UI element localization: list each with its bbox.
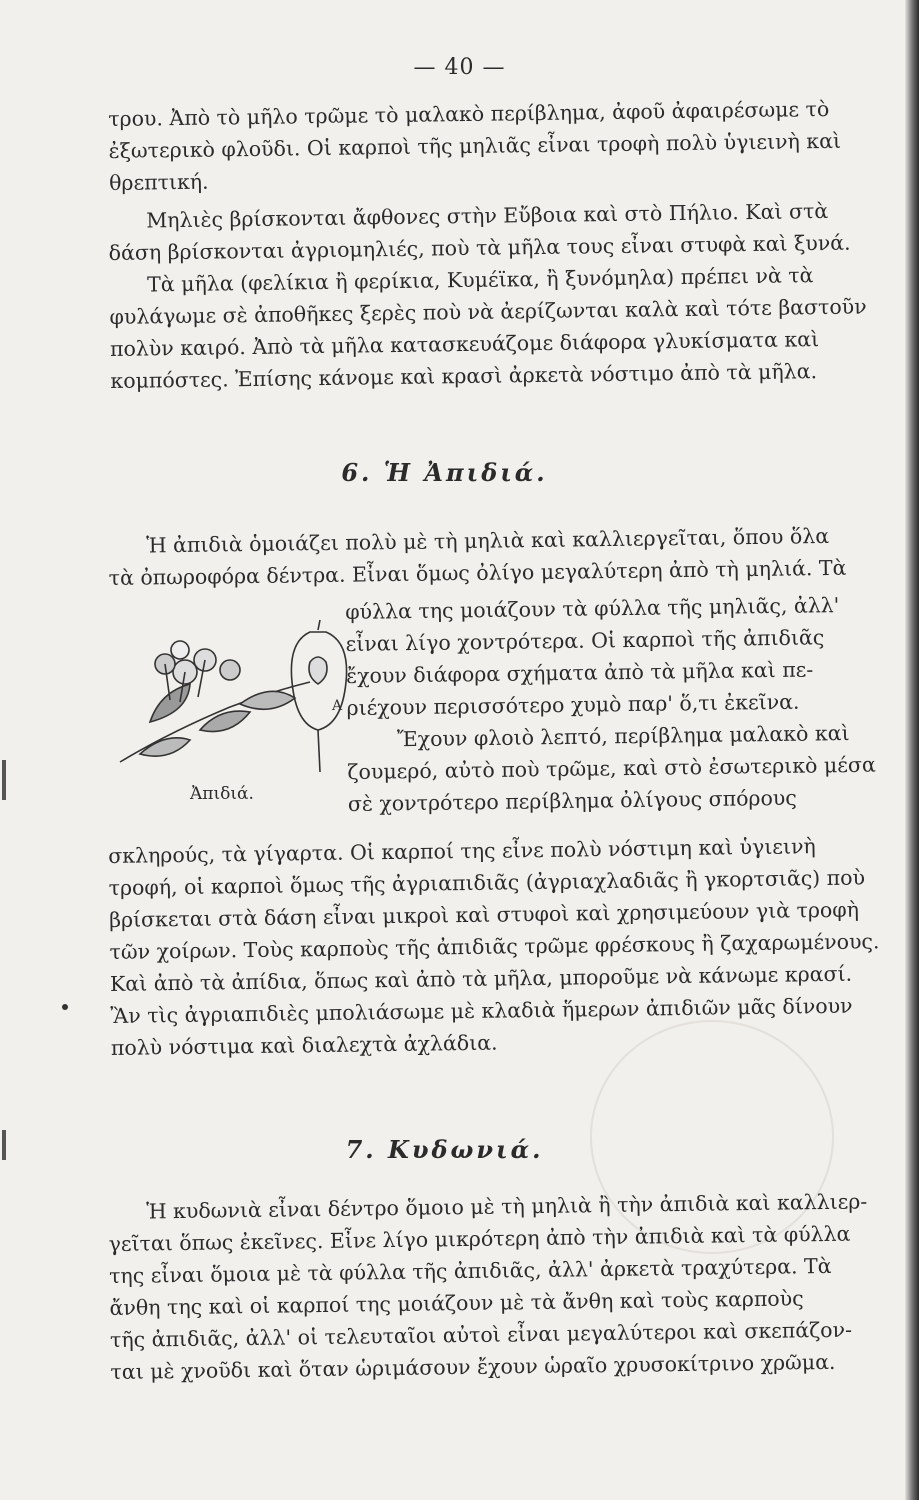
text-line: Μηλιὲς βρίσκονται ἄφθονες στὴν Εὔβοια καὶ στὸ Πήλιο. Καὶ στὰ <box>146 198 829 233</box>
text-line: κομπόστες. Ἐπίσης κάνομε καὶ κρασὶ ἀρκετὰ νόστιμο ἀπὸ τὰ μῆλα. <box>110 359 818 393</box>
text-line: δάση βρίσκονται ἀγριομηλιές, ποὺ τὰ μῆλα τους εἶναι στυφὰ καὶ ξυνά. <box>108 230 851 265</box>
paragraph-pear-intro <box>108 519 899 594</box>
text-line: τῆς ἀπιδιᾶς, ἀλλ' οἱ τελευταῖοι αὐτοὶ εἶναι μεγαλύτεροι καὶ σκεπάζον- <box>109 1317 853 1352</box>
paragraph-pear-wrap <box>345 588 903 820</box>
figure-caption: Ἀπιδιά. <box>190 784 254 804</box>
text-line: σὲ χοντρότερο περίβλημα ὀλίγους σπόρους <box>347 785 797 816</box>
text-line: τρου. Ἀπὸ τὸ μῆλο τρῶμε τὸ μαλακὸ περίβλημα, ἀφοῦ ἀφαιρέσωμε τὸ <box>108 96 830 131</box>
text-line: ἔχουν διάφορα σχήματα ἀπὸ τὰ μῆλα καὶ πε- <box>345 657 814 688</box>
text-line: ται μὲ χνοῦδι καὶ ὅταν ὡριμάσουν ἔχουν ὡραῖο χρυσοκίτρινο χρῶμα. <box>110 1349 836 1384</box>
text-line: ριέχουν περισσότερο χυμὸ παρ' ὅ,τι ἐκεῖνα. <box>346 689 800 720</box>
section-heading-pear: 6. Ἡ Ἀπιδιά. <box>341 458 548 487</box>
text-line: φύλλα της μοιάζουν τὰ φύλλα τῆς μηλιᾶς, ἀλλ' <box>345 593 840 624</box>
figure-letter: A <box>332 698 343 714</box>
text-line: γεῖται ὅπως ἐκεῖνες. Εἶνε λίγο μικρότερη ἀπὸ τὴν ἀπιδιὰ καὶ τὰ φύλλα <box>108 1221 851 1256</box>
text-line: τὰ ὀπωροφόρα δέντρα. Εἶναι ὅμως ὀλίγο μεγαλύτερη ἀπὸ τὴ μηλιά. Τὰ <box>108 555 847 590</box>
margin-dot <box>62 1004 68 1010</box>
paragraph-quince <box>108 1185 901 1388</box>
pear-illustration <box>110 612 355 812</box>
text-line: πολὺν καιρό. Ἀπὸ τὰ μῆλα κατασκευάζομε διάφορα γλυκίσματα καὶ <box>109 327 820 361</box>
text-line: πολὺ νόστιμα καὶ διαλεχτὰ ἀχλάδια. <box>110 1030 498 1060</box>
text-line: τῶν χοίρων. Τοὺς καρποὺς τῆς ἀπιδιᾶς τρῶμε φρέσκους ἢ ζαχαρωμένους. <box>109 929 880 964</box>
text-line: Ἔχουν φλοιὸ λεπτό, περίβλημα μαλακὸ καὶ <box>396 720 850 752</box>
section-heading-quince: 7. Κυδωνιά. <box>345 1135 544 1164</box>
text-line: θρεπτική. <box>108 169 209 195</box>
text-line: ἐξωτερικὸ φλοῦδι. Οἱ καρποὶ τῆς μηλιᾶς εἶναι τροφὴ πολὺ ὑγιεινὴ καὶ <box>108 128 842 163</box>
text-line: εἶναι λίγο χοντρότερα. Οἱ καρποὶ τῆς ἀπιδιᾶς <box>345 625 825 656</box>
paragraph-pear-rest <box>108 829 901 1064</box>
text-line: Ἡ ἀπιδιὰ ὁμοιάζει πολὺ μὲ τὴ μηλιὰ καὶ καλλιεργεῖται, ὅπου ὅλα <box>146 523 830 558</box>
text-line: ζουμερό, αὐτὸ ποὺ τρῶμε, καὶ στὸ ἐσωτερικὸ μέσα <box>347 752 876 784</box>
text-line: σκληρούς, τὰ γίγαρτα. Οἱ καρποί της εἶνε πολὺ νόστιμη καὶ ὑγιεινὴ <box>108 834 816 868</box>
text-line: της εἶναι ὅμοια μὲ τὰ φύλλα τῆς ἀπιδιᾶς, ἀλλ' ἀρκετὰ τραχύτερα. Τὰ <box>108 1253 832 1288</box>
page-number: — 40 — <box>413 55 506 80</box>
text-line: φυλάγωμε σὲ ἀποθῆκες ξερὲς ποὺ νὰ ἀερίζωνται καλὰ καὶ τότε βαστοῦν <box>109 294 867 329</box>
paragraph-apple-end <box>108 92 899 199</box>
text-line: ἄνθη της καὶ οἱ καρποί της μοιάζουν μὲ τὰ ἄνθη καὶ τοὺς καρποὺς <box>109 1286 804 1320</box>
text-line: Ἂν τὶς ἀγριαπιδιὲς μπολιάσωμε μὲ κλαδιὰ ἥμερων ἀπιδιῶν μᾶς δίνουν <box>110 993 853 1028</box>
left-edge-mark <box>2 760 6 800</box>
text-line: Ἡ κυδωνιὰ εἶναι δέντρο ὅμοιο μὲ τὴ μηλιὰ ἢ τὴν ἀπιδιὰ καὶ καλλιερ- <box>146 1189 868 1224</box>
paragraph-apple-trees <box>108 194 901 397</box>
text-line: Καὶ ἀπὸ τὰ ἀπίδια, ὅπως καὶ ἀπὸ τὰ μῆλα, μποροῦμε νὰ κάνωμε κρασί. <box>109 961 853 996</box>
text-line: Τὰ μῆλα (φελίκια ἢ φερίκια, Κυμέϊκα, ἢ ξυνόμηλα) πρέπει νὰ τὰ <box>146 263 814 297</box>
text-line: τροφή, οἱ καρποὶ ὅμως τῆς ἀγριαπιδιᾶς (ἀγριαχλαδιᾶς ἢ γκορτσιᾶς) ποὺ <box>108 865 866 900</box>
text-line: βρίσκεται στὰ δάση εἶναι μικροὶ καὶ στυφοὶ καὶ χρησιμεύουν γιὰ τροφὴ <box>108 897 860 932</box>
page-right-edge <box>905 0 919 1500</box>
